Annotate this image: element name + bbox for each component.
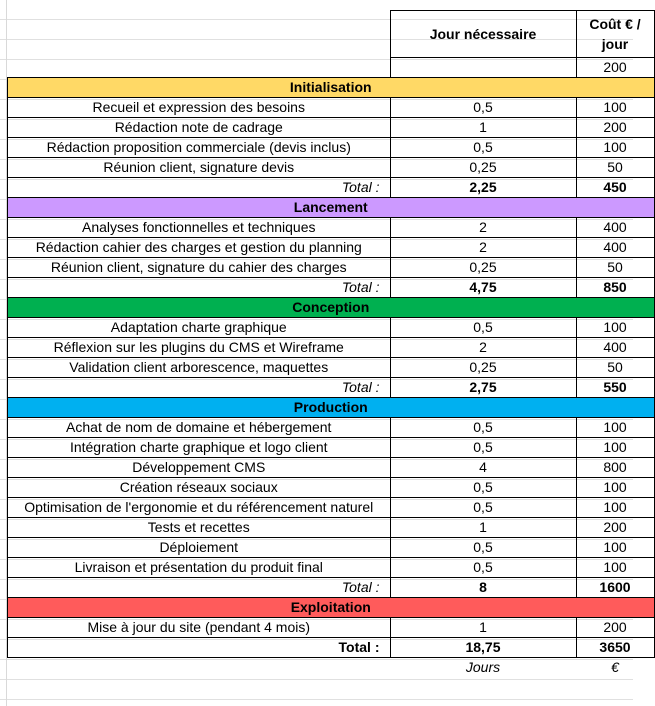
task-label-cell[interactable]: Intégration charte graphique et logo client (8, 438, 391, 458)
units-cost[interactable]: € (611, 659, 619, 675)
task-label-cell[interactable]: Rédaction cahier des charges et gestion du planning (8, 238, 391, 258)
section-total-label[interactable]: Total : (8, 278, 391, 298)
section-total-row (8, 578, 655, 598)
task-days-cell[interactable]: 1 (390, 618, 576, 638)
section-header-row (8, 598, 655, 618)
task-label-cell[interactable]: Recueil et expression des besoins (8, 98, 391, 118)
task-label-cell[interactable]: Rédaction proposition commerciale (devis inclus) (8, 138, 391, 158)
task-cost-cell[interactable]: 100 (576, 558, 654, 578)
section-title[interactable]: Lancement (8, 198, 655, 218)
task-cost-cell[interactable]: 100 (576, 498, 654, 518)
task-row (8, 238, 655, 258)
section-header-row (8, 298, 655, 318)
task-label-cell[interactable]: Création réseaux sociaux (8, 478, 391, 498)
task-row (8, 558, 655, 578)
task-days-cell[interactable]: 0,5 (390, 98, 576, 118)
task-days-cell[interactable]: 2 (390, 338, 576, 358)
task-days-cell[interactable]: 1 (390, 518, 576, 538)
task-cost-cell[interactable]: 200 (576, 618, 654, 638)
task-label-cell[interactable]: Livraison et présentation du produit final (8, 558, 391, 578)
task-row (8, 518, 655, 538)
task-days-cell[interactable]: 0,5 (390, 478, 576, 498)
budget-table (7, 10, 655, 677)
task-days-cell[interactable]: 0,5 (390, 318, 576, 338)
section-total-cost[interactable]: 1600 (576, 578, 654, 598)
section-total-days[interactable]: 2,25 (390, 178, 576, 198)
section-total-days[interactable]: 2,75 (390, 378, 576, 398)
section-total-row (8, 278, 655, 298)
task-row (8, 358, 655, 378)
section-total-label[interactable]: Total : (8, 178, 391, 198)
section-title[interactable]: Exploitation (8, 598, 655, 618)
task-days-cell[interactable]: 0,5 (390, 418, 576, 438)
header-row (8, 11, 655, 58)
task-cost-cell[interactable]: 200 (576, 118, 654, 138)
task-cost-cell[interactable]: 100 (576, 438, 654, 458)
task-row (8, 418, 655, 438)
rate-empty-days[interactable] (390, 58, 576, 78)
task-row (8, 498, 655, 518)
units-row (8, 658, 655, 678)
section-total-label[interactable]: Total : (8, 578, 391, 598)
section-title[interactable]: Conception (8, 298, 655, 318)
units-days[interactable]: Jours (465, 659, 501, 675)
task-days-cell[interactable]: 0,25 (390, 258, 576, 278)
task-days-cell[interactable]: 2 (390, 238, 576, 258)
header-days[interactable]: Jour nécessaire (390, 11, 576, 58)
task-label-cell[interactable]: Rédaction note de cadrage (8, 118, 391, 138)
task-row (8, 158, 655, 178)
task-label-cell[interactable]: Déploiement (8, 538, 391, 558)
task-label-cell[interactable]: Mise à jour du site (pendant 4 mois) (8, 618, 391, 638)
task-cost-cell[interactable]: 400 (576, 238, 654, 258)
task-days-cell[interactable]: 0,25 (390, 358, 576, 378)
task-days-cell[interactable]: 0,5 (390, 138, 576, 158)
task-row (8, 258, 655, 278)
task-days-cell[interactable]: 0,5 (390, 438, 576, 458)
section-header-row (8, 78, 655, 98)
section-total-days[interactable]: 4,75 (390, 278, 576, 298)
task-cost-cell[interactable]: 100 (576, 98, 654, 118)
task-row (8, 218, 655, 238)
grand-total-label[interactable]: Total : (8, 638, 391, 658)
task-cost-cell[interactable]: 50 (576, 158, 654, 178)
task-label-cell[interactable]: Réunion client, signature du cahier des charges (8, 258, 391, 278)
grand-total-cost[interactable]: 3650 (576, 638, 654, 658)
section-total-days[interactable]: 8 (390, 578, 576, 598)
task-label-cell[interactable]: Validation client arborescence, maquettes (8, 358, 391, 378)
section-title[interactable]: Production (8, 398, 655, 418)
grand-total-row (8, 638, 655, 658)
task-cost-cell[interactable]: 50 (576, 358, 654, 378)
task-row (8, 98, 655, 118)
task-row (8, 438, 655, 458)
task-row (8, 478, 655, 498)
daily-rate-cell[interactable]: 200 (576, 58, 654, 78)
section-total-row (8, 178, 655, 198)
task-cost-cell[interactable]: 50 (576, 258, 654, 278)
task-cost-cell[interactable]: 100 (576, 478, 654, 498)
task-row (8, 458, 655, 478)
task-cost-cell[interactable]: 100 (576, 538, 654, 558)
task-cost-cell[interactable]: 100 (576, 418, 654, 438)
task-label-cell[interactable]: Développement CMS (8, 458, 391, 478)
section-title[interactable]: Initialisation (8, 78, 655, 98)
section-header-row (8, 198, 655, 218)
task-days-cell[interactable]: 1 (390, 118, 576, 138)
grand-total-days[interactable]: 18,75 (390, 638, 576, 658)
section-total-cost[interactable]: 850 (576, 278, 654, 298)
task-label-cell[interactable]: Tests et recettes (8, 518, 391, 538)
task-days-cell[interactable]: 0,25 (390, 158, 576, 178)
task-cost-cell[interactable]: 100 (576, 318, 654, 338)
task-cost-cell[interactable]: 400 (576, 338, 654, 358)
task-row (8, 318, 655, 338)
header-cost[interactable]: Coût € / jour (576, 11, 654, 58)
task-days-cell[interactable]: 0,5 (390, 498, 576, 518)
task-cost-cell[interactable]: 400 (576, 218, 654, 238)
task-cost-cell[interactable]: 800 (576, 458, 654, 478)
section-total-row (8, 378, 655, 398)
task-row (8, 538, 655, 558)
task-days-cell[interactable]: 0,5 (390, 558, 576, 578)
task-label-cell[interactable]: Optimisation de l'ergonomie et du référencement naturel (8, 498, 391, 518)
task-row (8, 618, 655, 638)
units-empty-cell[interactable] (8, 658, 391, 678)
task-days-cell[interactable]: 2 (390, 218, 576, 238)
task-label-cell[interactable]: Réunion client, signature devis (8, 158, 391, 178)
header-empty-cell[interactable] (8, 11, 391, 58)
task-cost-cell[interactable]: 100 (576, 138, 654, 158)
task-label-cell[interactable]: Réflexion sur les plugins du CMS et Wireframe (8, 338, 391, 358)
task-row (8, 138, 655, 158)
section-header-row (8, 398, 655, 418)
task-label-cell[interactable]: Adaptation charte graphique (8, 318, 391, 338)
task-cost-cell[interactable]: 200 (576, 518, 654, 538)
task-row (8, 118, 655, 138)
rate-empty-cell[interactable] (8, 58, 391, 78)
task-days-cell[interactable]: 0,5 (390, 538, 576, 558)
section-total-cost[interactable]: 450 (576, 178, 654, 198)
rate-row (8, 58, 655, 78)
task-label-cell[interactable]: Achat de nom de domaine et hébergement (8, 418, 391, 438)
task-row (8, 338, 655, 358)
section-total-label[interactable]: Total : (8, 378, 391, 398)
section-total-cost[interactable]: 550 (576, 378, 654, 398)
task-days-cell[interactable]: 4 (390, 458, 576, 478)
task-label-cell[interactable]: Analyses fonctionnelles et techniques (8, 218, 391, 238)
